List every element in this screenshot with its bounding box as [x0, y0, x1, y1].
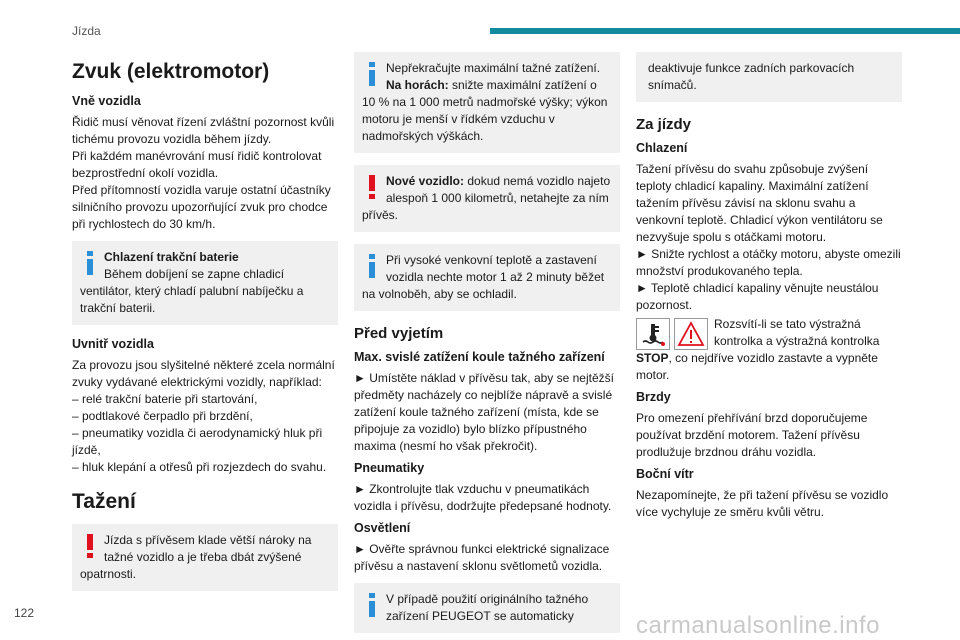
stop-label: STOP	[636, 351, 669, 365]
warning-lights-paragraph	[636, 316, 902, 384]
watermark: carmanualsonline.info	[636, 612, 880, 639]
mountain-rest: snižte maximální zatížení o 10 % na 1 000 metrů nadmořské výšky; výkon motoru je menší v řídkém vzduchu v nadmořských výškách.	[362, 78, 608, 143]
section-title-towing: Tažení	[72, 490, 136, 513]
inside-heading: Uvnitř vozidla	[72, 337, 154, 351]
outside-text: Řidič musí věnovat řízení zvláštní pozornost kvůli tichému provozu vozidla během jízdy. Při každém manévrování musí řidič kontrolovat bezprostřední okolí vozidla. Před přítomností vozidla varuje ostatní účastníky silničního provozu upozorňující zvuk pro chodce při rychlostech do 30 km/h.	[72, 115, 335, 231]
max-load-line: Nepřekračujte maximální tažné zatížení.	[386, 61, 601, 75]
coolant-temperature-icon	[636, 318, 670, 350]
tyres-text: ► Zkontrolujte tlak vzduchu v pneumatikách vozidla i přívěsu, dodržujte předepsané hodnoty.	[354, 482, 612, 513]
mountain-label: Na horách:	[386, 78, 449, 92]
warning-lights-text-b: , co nejdříve vozidlo zastavte a vypněte motor.	[636, 351, 878, 382]
tyres-heading: Pneumatiky	[354, 461, 425, 475]
page-number: 122	[14, 606, 35, 620]
brakes-text: Pro omezení přehřívání brzd doporučujeme používat brzdění motorem. Tažení přívěsu prodlužuje brzdnou dráhu vozidla.	[636, 411, 868, 459]
peugeot-towbar-text: V případě použití originálního tažného zařízení PEUGEOT se automaticky	[386, 592, 589, 623]
section-label: Jízda	[72, 24, 101, 38]
while-driving-title: Za jízdy	[636, 116, 692, 133]
outside-heading: Vně vozidla	[72, 94, 141, 108]
load-text: ► Umístěte náklad v přívěsu tak, aby se nejtěžší předměty nacházely co nejblíže nápravě a svislé zatížení koule tažného zařízení (místa, kde se připojuje za vozidlo) bylo blízko přípustného maxima (nesmí ho však překročit).	[354, 371, 614, 453]
engine-cooling-text: Při vysoké venkovní teplotě a zastavení vozidla nechte motor 1 až 2 minuty běžet na volnoběh, aby se ochladil.	[362, 253, 605, 301]
mountain-text	[362, 77, 612, 145]
new-vehicle-label: Nové vozidlo:	[386, 174, 465, 188]
crosswind-heading: Boční vítr	[636, 467, 694, 481]
section-title-sound: Zvuk (elektromotor)	[72, 60, 270, 83]
column-3	[636, 52, 902, 527]
info-icon	[362, 592, 382, 618]
inside-text: Za provozu jsou slyšitelné některé zcela normální zvuky vydávané elektrickými vozidly, například: – relé trakční baterie při startování, – podtlakové čerpadlo při brzdění, – pneumatiky vozidla či aerodynamický hluk při jízdě, – hluk klepání a otřesů při rozjezdech do svahu.	[72, 358, 335, 474]
header-accent-bar	[490, 28, 960, 34]
info-icon	[362, 61, 382, 87]
info-box-title: Chlazení trakční baterie	[104, 250, 239, 264]
info-box-text: Během dobíjení se zapne chladicí ventilátor, který chladí palubní nabíječku a trakční baterii.	[80, 267, 304, 315]
warning-box-towing	[72, 524, 338, 591]
warning-icon	[362, 174, 382, 200]
continued-text: deaktivuje funkce zadních parkovacích snímačů.	[648, 61, 855, 92]
warning-lights-icons	[636, 318, 708, 350]
warning-triangle-icon	[674, 318, 708, 350]
info-box-peugeot-towbar	[354, 583, 620, 633]
info-box-engine-cooling	[354, 244, 620, 311]
cooling-heading: Chlazení	[636, 141, 688, 155]
new-vehicle-rest: dokud nemá vozidlo najeto alespoň 1 000 kilometrů, netahejte za ním přívěs.	[362, 174, 611, 222]
info-icon	[80, 250, 100, 276]
warning-icon	[80, 533, 100, 559]
column-2	[354, 52, 620, 640]
info-box-continued	[636, 52, 902, 102]
load-heading: Max. svislé zatížení koule tažného zařízení	[354, 350, 605, 364]
info-icon	[362, 253, 382, 279]
before-departure-title: Před vyjetím	[354, 325, 444, 342]
warning-box-new-vehicle	[354, 165, 620, 232]
warning-box-text: Jízda s přívěsem klade větší nároky na tažné vozidlo a je třeba dbát zvýšené opatrnosti.	[80, 533, 312, 581]
info-box-battery	[72, 241, 338, 325]
brakes-heading: Brzdy	[636, 390, 671, 404]
crosswind-text: Nezapomínejte, že při tažení přívěsu se vozidlo více vychyluje ze směru kvůli větru.	[636, 488, 889, 519]
cooling-text: Tažení přívěsu do svahu způsobuje zvýšení teploty chladicí kapaliny. Maximální zatížení tažením přívěsu závisí na sklonu svahu a venkovní teplotě. Chladicí výkon ventilátoru se nezvyšuje spolu s otáčkami motoru. ► Snižte rychlost a otáčky motoru, abyste omezili množství produkovaného tepla. ► Teplotě chladicí kapaliny věnujte neustálou pozornost.	[636, 162, 901, 312]
info-box-max-load	[354, 52, 620, 153]
lights-text: ► Ověřte správnou funkci elektrické signalizace přívěsu a nastavení sklonu světlometů vozidla.	[354, 542, 610, 573]
lights-heading: Osvětlení	[354, 521, 411, 535]
warning-lights-text-a: Rozsvítí-li se tato výstražná kontrolka a výstražná kontrolka	[714, 317, 880, 348]
new-vehicle-text	[362, 173, 612, 224]
column-1	[72, 52, 338, 603]
